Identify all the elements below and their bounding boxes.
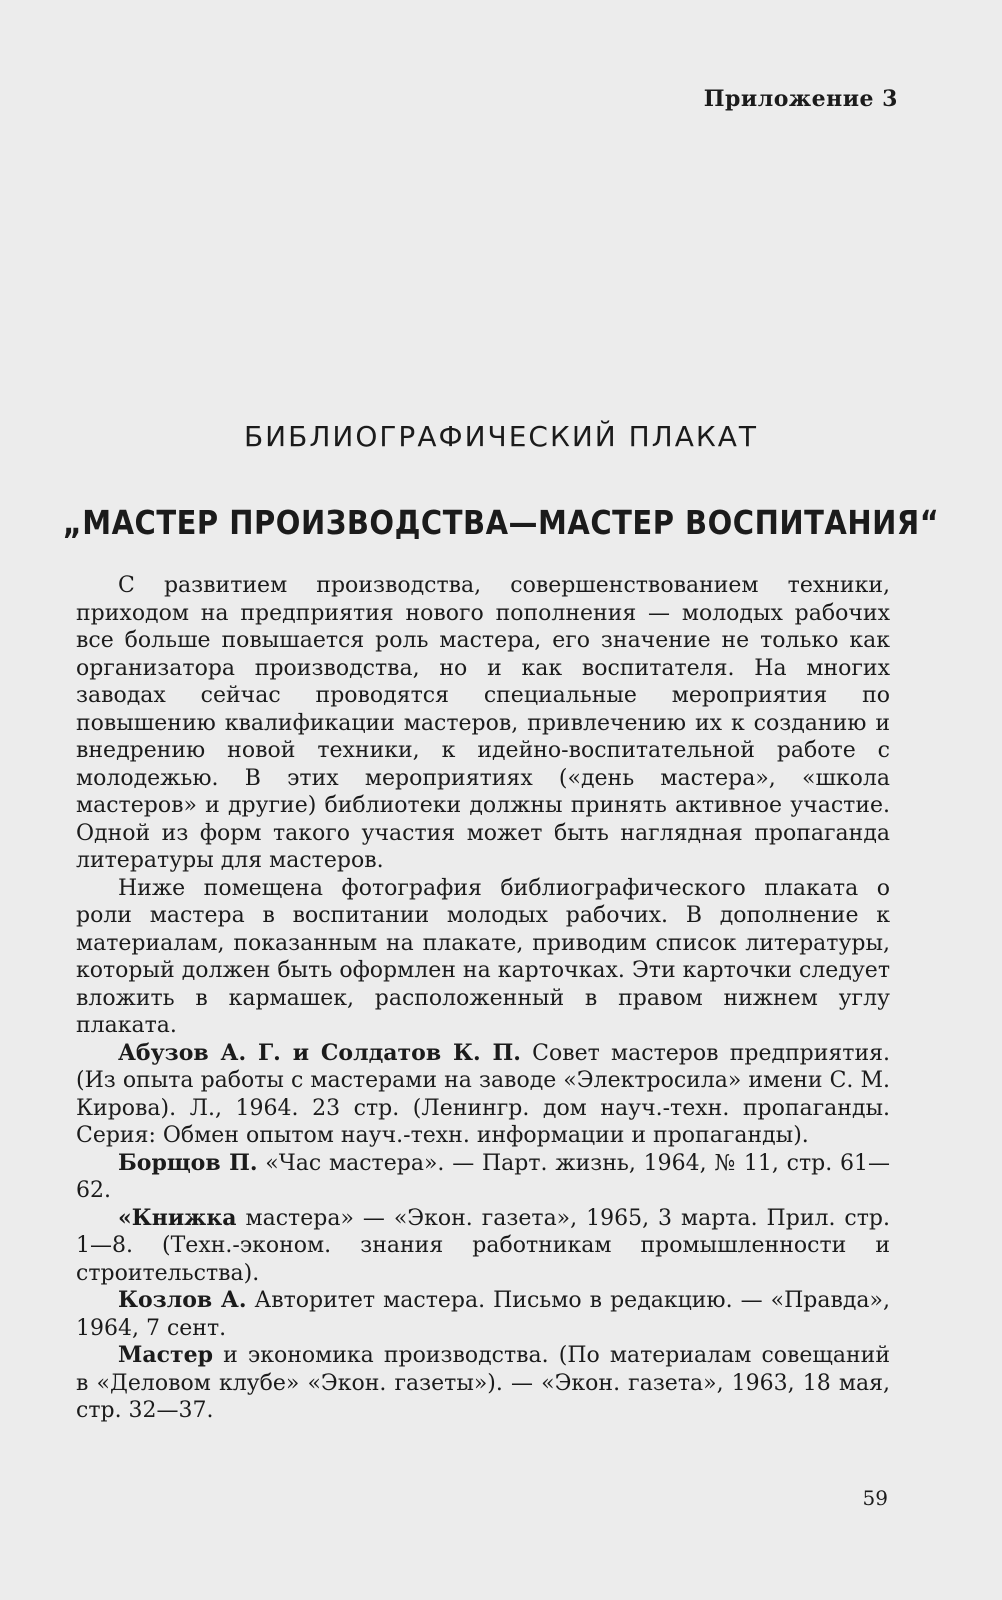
entry-author: «Книжка	[118, 1204, 237, 1231]
bibliography-entry	[76, 1287, 890, 1342]
page-number: 59	[862, 1486, 888, 1510]
bibliography-entry	[76, 1205, 890, 1288]
body-text	[76, 572, 890, 1425]
entry-text: и экономика производства. (По материалам совещаний в «Деловом клубе» «Экон. газеты»). — «Экон. газета», 1963, 18 мая, стр. 32—37.	[76, 1343, 890, 1423]
bibliography-entry	[76, 1040, 890, 1150]
bibliography-entry	[76, 1342, 890, 1425]
entry-author: Абузов А. Г. и Солдатов К. П.	[118, 1039, 521, 1066]
section-heading: БИБЛИОГРАФИЧЕСКИЙ ПЛАКАТ	[243, 420, 759, 453]
bibliography-list	[76, 1040, 890, 1425]
paragraph: С развитием производства, совершенствованием техники, приходом на предприятия нового пополнения — молодых рабочих все больше повышается роль мастера, его значение не только как организатора производства, но и как воспитателя. На многих заводах сейчас проводятся специальные мероприятия по повышению квалификации мастеров, привлечению их к созданию и внедрению новой техники, к идейно-воспитательной работе с молодежью. В этих мероприятиях («день мастера», «школа мастеров» и другие) библиотеки должны принять активное участие. Одной из форм такого участия может быть наглядная пропаганда литературы для мастеров.	[76, 573, 890, 873]
entry-text: мастера» — «Экон. газета», 1965, 3 марта. Прил. стр. 1—8. (Техн.-эконом. знания работникам промышленности и строительства).	[76, 1205, 890, 1286]
paragraph: Ниже помещена фотография библиографического плаката о роли мастера в воспитании молодых рабочих. В дополнение к материалам, показанным на плакате, приводим список литературы, который должен быть оформлен на карточках. Эти карточки следует вложить в кармашек, расположенный в правом нижнем углу плаката.	[76, 875, 890, 1038]
bibliography-entry	[76, 1150, 890, 1205]
entry-author: Мастер	[118, 1342, 214, 1368]
entry-author: Козлов А.	[118, 1287, 247, 1313]
entry-text: Совет мастеров предприятия. (Из опыта работы с мастерами на заводе «Электросила» имени С. М. Кирова). Л., 1964. 23 стр. (Ленингр. дом науч.-техн. пропаганды. Серия: Обмен опытом науч.-техн. информации и пропаганды).	[76, 1040, 890, 1148]
entry-text: «Час мастера». — Парт. жизнь, 1964, № 11, стр. 61—62.	[76, 1150, 890, 1203]
appendix-label: Приложение 3	[703, 86, 898, 112]
entry-text: Авторитет мастера. Письмо в редакцию. — «Правда», 1964, 7 сент.	[76, 1288, 890, 1341]
entry-author: Борщов П.	[118, 1149, 258, 1176]
poster-title: „МАСТЕР ПРОИЗВОДСТВА—МАСТЕР ВОСПИТАНИЯ“	[62, 503, 940, 543]
